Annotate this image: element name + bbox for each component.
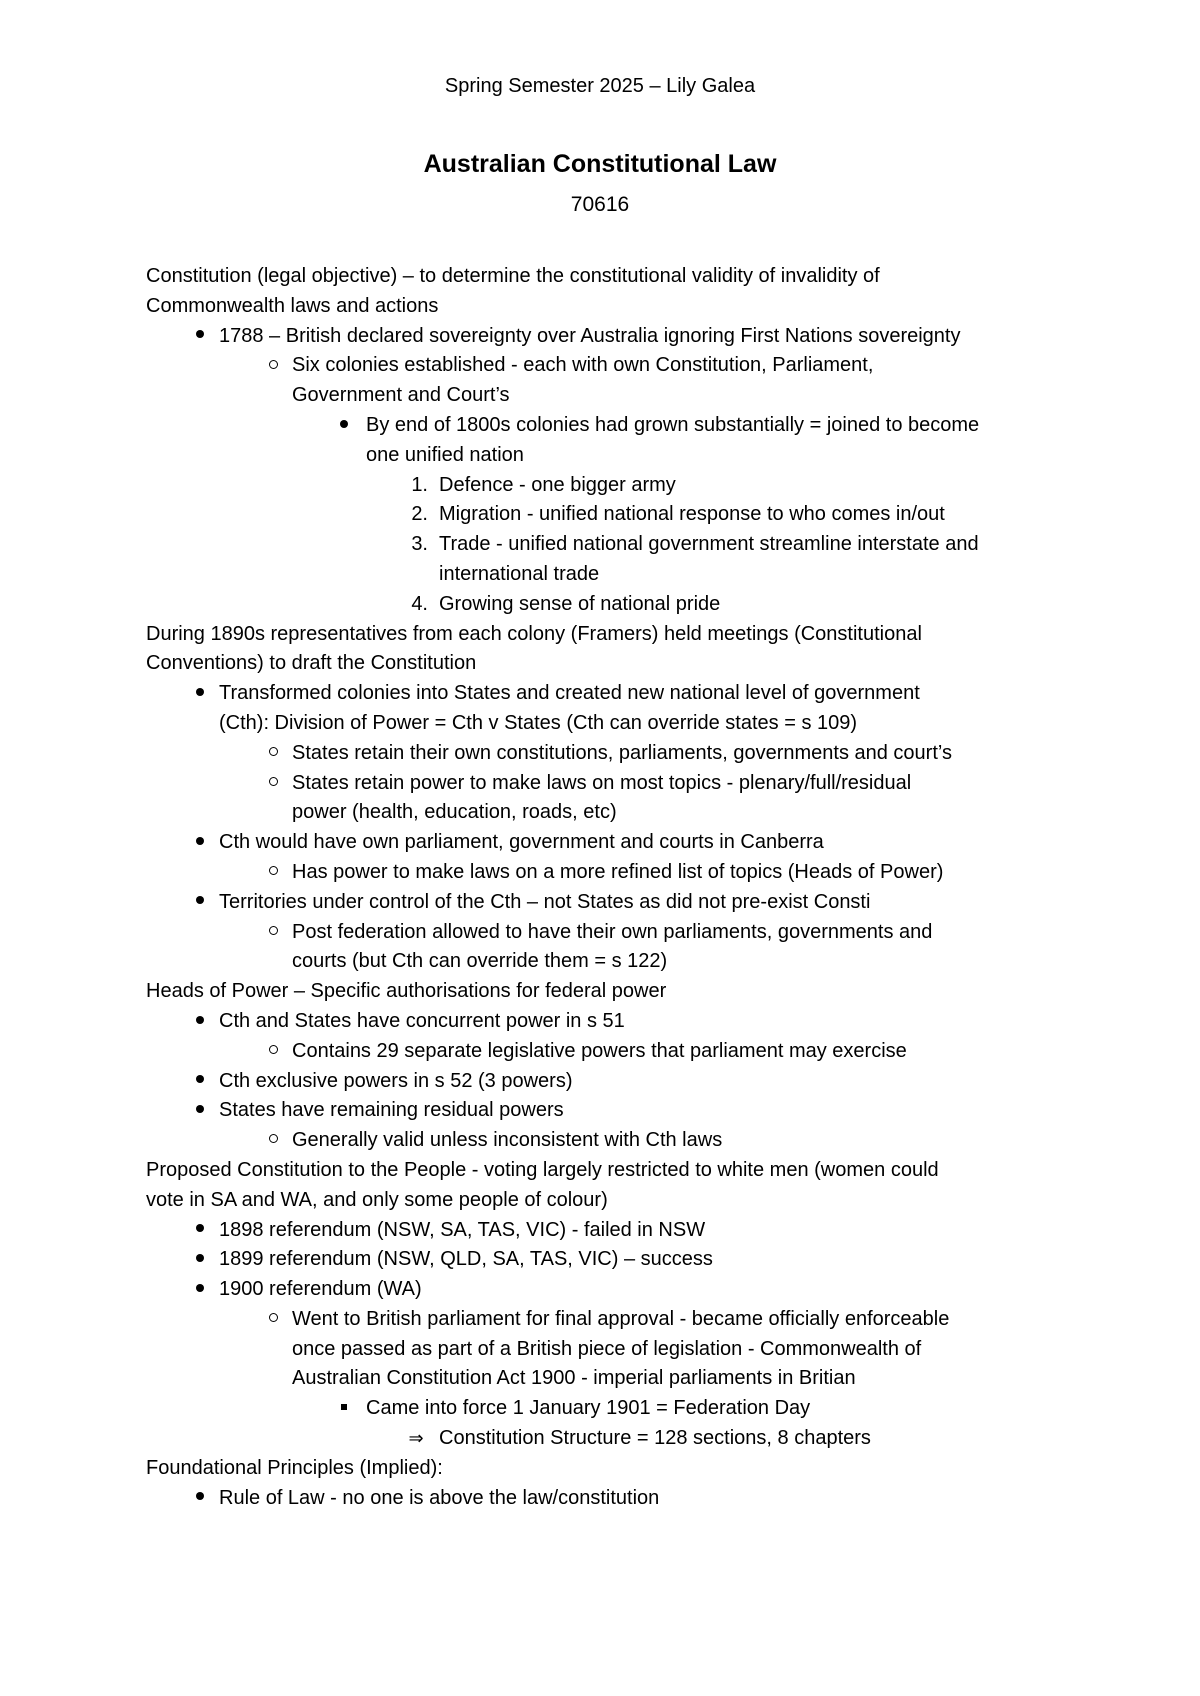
bullet-icon [186,1096,214,1126]
line-text: Cth exclusive powers in s 52 (3 powers) [219,1069,573,1092]
line-text: (Cth): Division of Power = Cth v States (Cth can override states = s 109) [219,711,858,734]
list-item-line [146,679,1066,709]
list-item-line [146,888,1066,918]
list-item-line [146,351,1066,381]
line-text: Conventions) to draft the Constitution [146,652,477,675]
bullet-icon [186,1245,214,1275]
line-text: Went to British parliament for final approval - became officially enforceable [292,1307,950,1330]
list-item-line [146,322,1066,352]
line-text: Constitution Structure = 128 sections, 8 chapters [439,1427,871,1450]
bullet-icon [186,1216,214,1246]
line-text: Proposed Constitution to the People - voting largely restricted to white men (women could [146,1158,939,1181]
line-text: Came into force 1 January 1901 = Federation Day [366,1397,811,1420]
line-text: courts (but Cth can override them = s 122) [292,950,668,973]
list-number: 1. [411,473,428,496]
circle-bullet-icon [259,918,287,948]
list-item-line [146,590,1066,620]
list-item-line [146,739,1066,769]
list-item-line [146,1037,1066,1067]
line-text: Contains 29 separate legislative powers that parliament may exercise [292,1039,907,1062]
paragraph-line [146,977,1066,1007]
line-text: vote in SA and WA, and only some people of colour) [146,1188,608,1211]
list-item-line [146,560,1066,590]
line-text: Constitution (legal objective) – to determine the constitutional validity of invalidity of [146,265,880,287]
line-text: Generally valid unless inconsistent with Cth laws [292,1129,723,1152]
square-bullet-icon [330,1394,358,1424]
circle-bullet-icon [259,1305,287,1335]
paragraph-line [146,1156,1066,1186]
circle-bullet-icon [259,1126,287,1156]
bullet-icon [186,1275,214,1305]
circle-bullet-icon [259,739,287,769]
list-item-line [146,530,1066,560]
line-text: Cth and States have concurrent power in s 51 [219,1009,625,1032]
line-text: Australian Constitution Act 1900 - imperial parliaments in Britian [292,1367,856,1390]
line-text: 1900 referendum (WA) [219,1278,422,1301]
circle-bullet-icon [259,1037,287,1067]
line-text: Six colonies established - each with own Constitution, Parliament, [292,354,874,377]
paragraph-line [146,1186,1066,1216]
line-text: Post federation allowed to have their own parliaments, governments and [292,920,933,943]
line-text: Foundational Principles (Implied): [146,1456,443,1479]
bullet-icon [186,679,214,709]
list-item-line [146,1096,1066,1126]
line-text: Government and Court’s [292,384,510,407]
line-text: power (health, education, roads, etc) [292,801,617,824]
bullet-icon [330,411,358,441]
list-item-line [146,381,1066,411]
list-item-line [146,709,1066,739]
line-text: Commonwealth laws and actions [146,294,439,317]
paragraph-line [146,292,1066,322]
line-text: By end of 1800s colonies had grown substantially = joined to become [366,413,980,436]
circle-bullet-icon [259,769,287,799]
line-text: once passed as part of a British piece of legislation - Commonwealth of [292,1337,922,1360]
line-text: 1788 – British declared sovereignty over Australia ignoring First Nations sovereignty [219,324,961,347]
list-item-line [146,769,1066,799]
list-item-line [146,828,1066,858]
list-item-line [146,1067,1066,1097]
line-text: Territories under control of the Cth – not States as did not pre-exist Consti [219,890,871,913]
bullet-icon [186,1484,214,1514]
list-item-line [146,947,1066,977]
list-item-line [146,500,1066,530]
line-text: Trade - unified national government streamline interstate and [439,533,979,556]
list-item-line [146,411,1066,441]
line-text: international trade [439,562,600,585]
list-item-line [146,1305,1066,1335]
paragraph-line [146,1454,1066,1484]
bullet-icon [186,322,214,352]
list-item-line [146,1126,1066,1156]
line-text: Defence - one bigger army [439,473,676,496]
line-text: Has power to make laws on a more refined list of topics (Heads of Power) [292,860,944,883]
line-text: Cth would have own parliament, government and courts in Canberra [219,831,824,854]
list-item-line [146,1216,1066,1246]
line-text: States retain power to make laws on most topics - plenary/full/residual [292,771,912,794]
arrow-bullet-icon: ⇒ [408,1428,424,1449]
list-item-line [146,471,1066,501]
line-text: Rule of Law - no one is above the law/constitution [219,1486,660,1509]
line-text: one unified nation [366,443,524,466]
line-text: During 1890s representatives from each colony (Framers) held meetings (Constitutional [146,622,922,645]
list-item-line [146,1484,1066,1514]
bullet-icon [186,1067,214,1097]
paragraph-line [146,649,1066,679]
bullet-icon [186,888,214,918]
line-text: States retain their own constitutions, parliaments, governments and court’s [292,741,952,764]
list-item-line [146,1424,1066,1454]
bullet-icon [186,1007,214,1037]
list-item-line [146,1245,1066,1275]
circle-bullet-icon [259,858,287,888]
line-text: Growing sense of national pride [439,592,721,615]
list-item-line [146,798,1066,828]
line-text: States have remaining residual powers [219,1099,564,1122]
list-item-line [146,918,1066,948]
list-number: 4. [411,592,428,615]
line-text: Migration - unified national response to who comes in/out [439,503,945,526]
list-number: 3. [411,533,428,556]
list-item-line [146,858,1066,888]
list-item-line [146,1007,1066,1037]
page-header: Spring Semester 2025 – Lily Galea [444,75,756,97]
list-item-line [146,1364,1066,1394]
circle-bullet-icon [259,351,287,381]
list-item-line [146,1394,1066,1424]
list-item-line [146,441,1066,471]
line-text: 1898 referendum (NSW, SA, TAS, VIC) - failed in NSW [219,1218,706,1241]
list-item-line [146,1335,1066,1365]
line-text: 1899 referendum (NSW, QLD, SA, TAS, VIC) – success [219,1248,713,1271]
paragraph-line [146,262,1066,292]
document-body [146,262,1066,1513]
subject-code: 70616 [570,193,630,216]
bullet-icon [186,828,214,858]
list-number: 2. [411,503,428,526]
list-item-line [146,1275,1066,1305]
line-text: Transformed colonies into States and created new national level of government [219,682,920,705]
line-text: Heads of Power – Specific authorisations for federal power [146,980,667,1003]
paragraph-line [146,620,1066,650]
document-title: Australian Constitutional Law [423,150,777,178]
